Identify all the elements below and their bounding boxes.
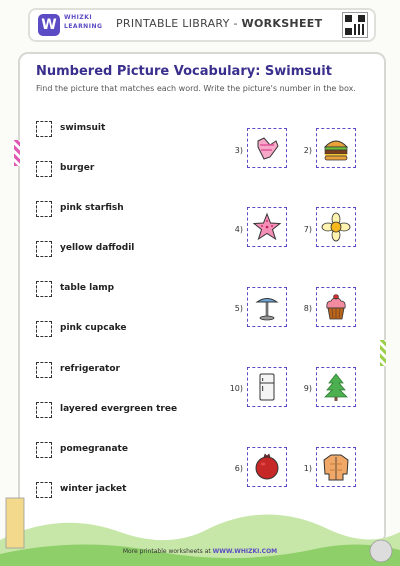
picture-number: 9) (303, 384, 312, 393)
qr-code-icon (342, 12, 368, 38)
table-lamp-icon (252, 292, 282, 322)
library-title-prefix: PRINTABLE LIBRARY - (116, 17, 242, 30)
cupcake-icon (321, 292, 351, 322)
footer-prefix: More printable worksheets at (122, 548, 213, 555)
picture-number: 6) (234, 464, 243, 473)
answer-box[interactable] (36, 161, 52, 177)
picture-number: 1) (303, 464, 312, 473)
answer-box[interactable] (36, 402, 52, 418)
picture-number: 8) (303, 304, 312, 313)
library-title (116, 17, 322, 30)
word-label: yellow daffodil (60, 243, 135, 253)
evergreen-tree-icon (321, 372, 351, 402)
swimsuit-icon (252, 133, 282, 163)
word-label: layered evergreen tree (60, 404, 178, 414)
footer-site-link[interactable]: WWW.WHIZKI.COM (212, 548, 278, 555)
picture-card (316, 287, 356, 327)
word-label: burger (60, 163, 95, 173)
picture-card (247, 207, 287, 247)
library-title-suffix: WORKSHEET (241, 17, 323, 30)
picture-card (316, 128, 356, 168)
word-label: table lamp (60, 283, 115, 293)
answer-box[interactable] (36, 321, 52, 337)
logo-text-whizki: WHIZKI (64, 14, 93, 21)
word-label: swimsuit (60, 123, 106, 133)
word-label: refrigerator (60, 364, 120, 374)
answer-box[interactable] (36, 281, 52, 297)
picture-number: 10) (229, 384, 243, 393)
answer-box[interactable] (36, 201, 52, 217)
picture-card (316, 367, 356, 407)
frame-accent-right (380, 340, 386, 366)
word-label: winter jacket (60, 484, 127, 494)
picture-number: 4) (234, 225, 243, 234)
logo-text-learning: LEARNING (64, 23, 103, 30)
answer-box[interactable] (36, 442, 52, 458)
picture-number: 2) (303, 146, 312, 155)
answer-box[interactable] (36, 121, 52, 137)
burger-icon (321, 133, 351, 163)
answer-box[interactable] (36, 241, 52, 257)
picture-card (247, 128, 287, 168)
word-label: pink starfish (60, 203, 124, 213)
picture-card (316, 207, 356, 247)
picture-number: 7) (303, 225, 312, 234)
daffodil-icon (321, 212, 351, 242)
refrigerator-icon (252, 372, 282, 402)
picture-card (247, 287, 287, 327)
picture-number: 5) (234, 304, 243, 313)
word-label: pink cupcake (60, 323, 127, 333)
picture-number: 3) (234, 146, 243, 155)
starfish-icon (252, 212, 282, 242)
word-label: pomegranate (60, 444, 128, 454)
frame-accent-left (14, 140, 20, 166)
worksheet-instructions: Find the picture that matches each word. Write the picture's number in the box. (36, 84, 356, 93)
picture-card (247, 367, 287, 407)
answer-box[interactable] (36, 362, 52, 378)
footer-text (0, 548, 400, 555)
library-header (28, 8, 376, 42)
whizki-logo-icon: W (38, 14, 60, 36)
worksheet-title: Numbered Picture Vocabulary: Swimsuit (36, 64, 332, 79)
